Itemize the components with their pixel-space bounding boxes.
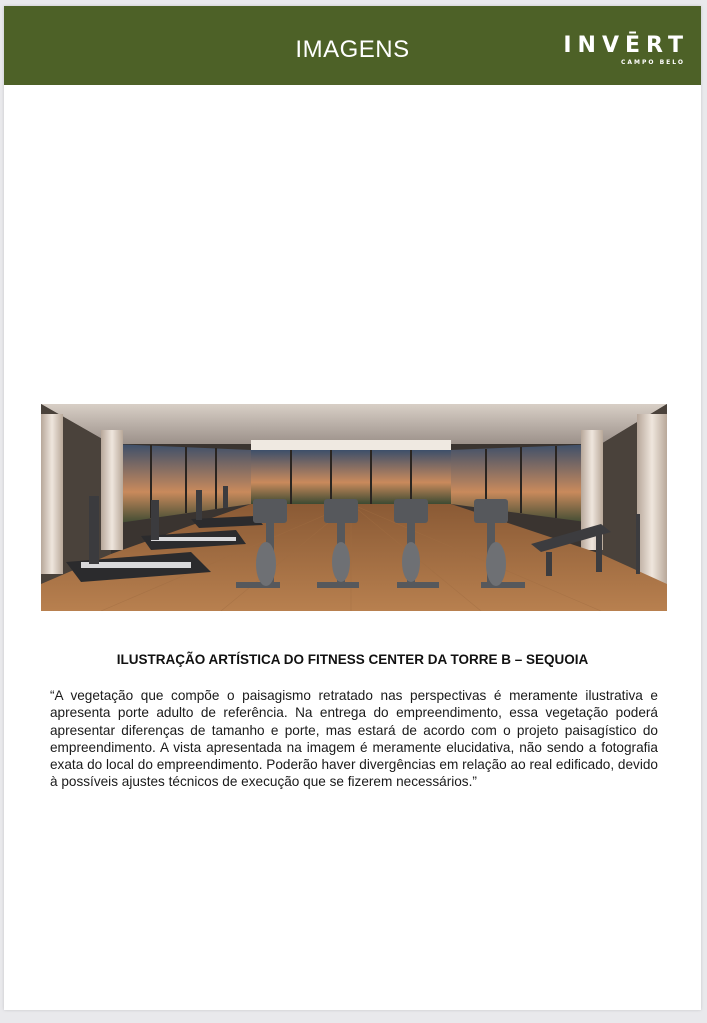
brand-logo <box>549 34 689 74</box>
brand-subtitle: CAMPO BELO <box>621 59 685 66</box>
page-header <box>4 6 701 85</box>
image-caption: ILUSTRAÇÃO ARTÍSTICA DO FITNESS CENTER DA TORRE B – SEQUOIA <box>116 652 589 667</box>
document-page <box>4 6 701 1010</box>
brand-name: INVĒRT <box>563 33 689 58</box>
disclaimer-text: “A vegetação que compõe o paisagismo retratado nas perspectivas é meramente ilustrativa e apresenta porte adulto de referência. Na entrega do empreendimento, essa vegetação poderá apresentar diferenças de tamanho e porte, mas estará de acordo com o projeto paisagístico do empreendimento. A vista apresentada na imagem é meramente elucidativa, não sendo a fotografia exata do local do empreendimento. Poderão haver divergências em relação ao real edificado, devido à possíveis ajustes técnicos de execução que se fizerem necessários.” <box>50 688 658 790</box>
page-title: IMAGENS <box>295 36 410 63</box>
fitness-center-illustration <box>41 404 667 611</box>
